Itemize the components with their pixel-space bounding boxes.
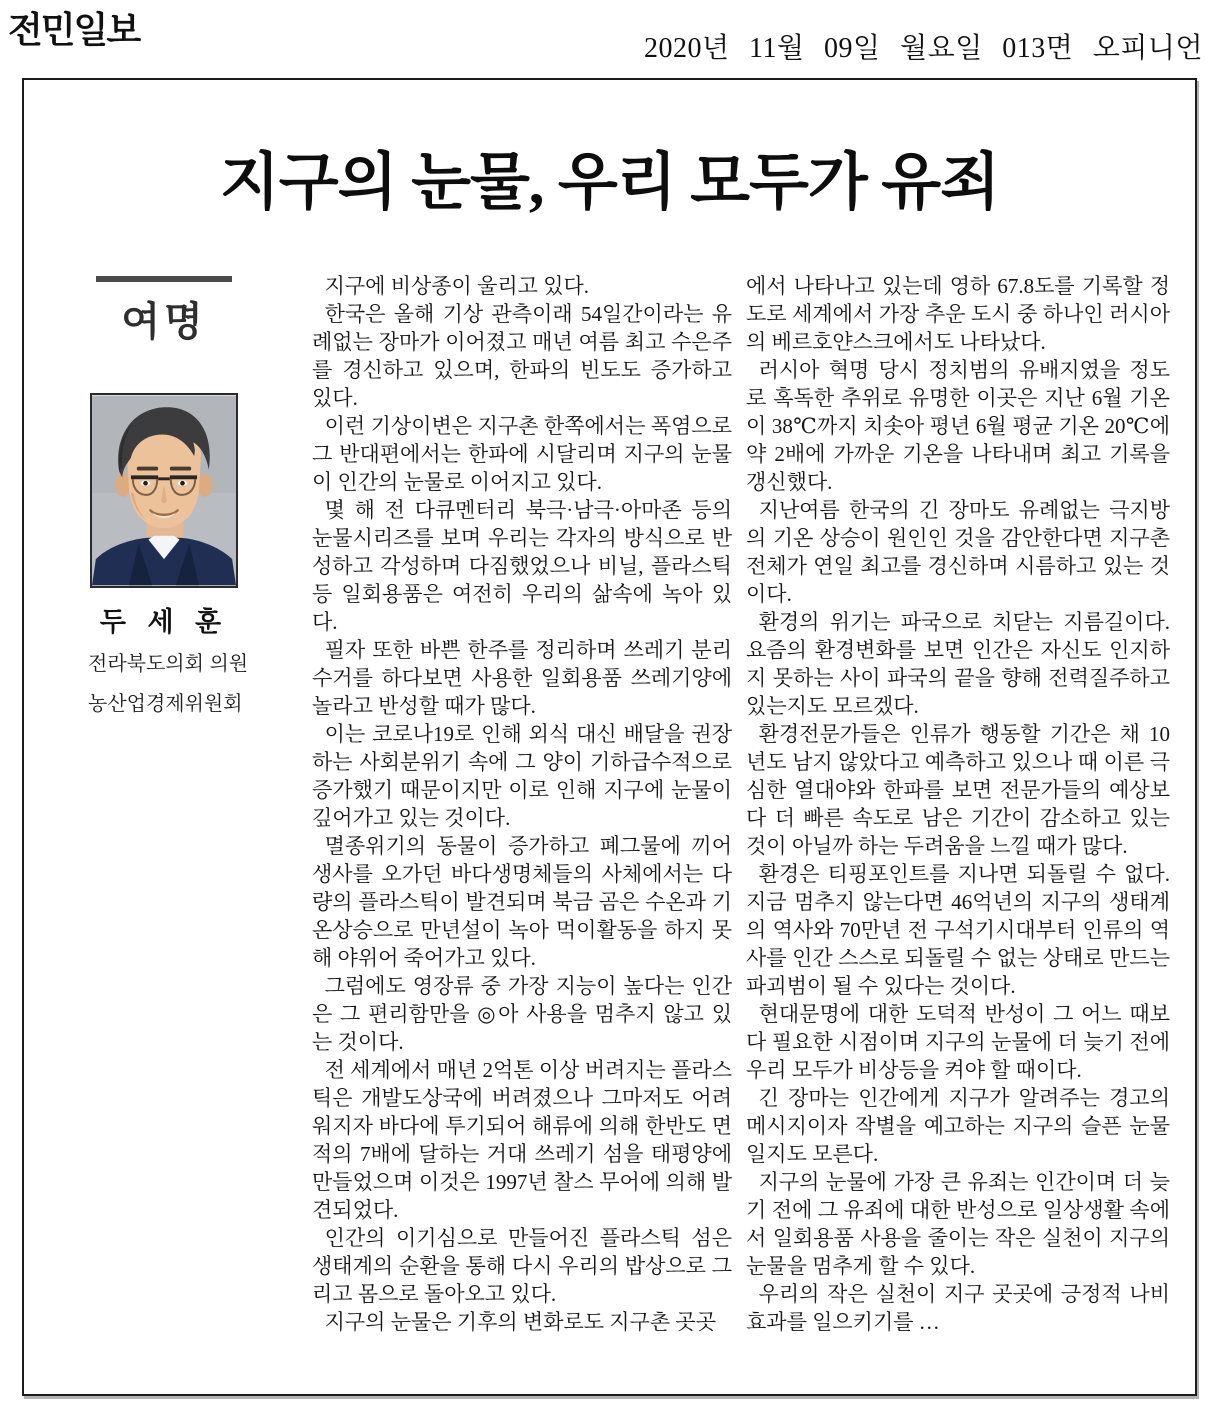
article-paragraph: 환경전문가들은 인류가 행동할 기간은 채 10년도 남지 않았다고 예측하고 있으나 때 이른 극심한 열대야와 한파를 보면 전문가들의 예상보다 더 빠른 속도로 남은 기간이 감소하고 있는 것이 아닐까 하는 두려움을 느낄 때가 많다. [746,722,1170,858]
article-paragraph: 필자 또한 바쁜 한주를 정리하며 쓰레기 분리수거를 하다보면 사용한 일회용품 쓰레기양에 놀라고 반성할 때가 많다. [312,638,732,718]
article-paragraph: 환경은 티핑포인트를 지나면 되돌릴 수 없다. 지금 멈추지 않는다면 46억년의 지구의 생태계의 역사와 70만년 전 구석기시대부터 인류의 역사를 인간 스스로 되돌릴 수 없는 상태로 만드는 파괴범이 될 수 있다는 것이다. [746,862,1170,998]
author-portrait-photo [90,393,238,588]
article-paragraph: 우리의 작은 실천이 지구 곳곳에 긍정적 나비효과를 일으키기를 … [746,1282,1170,1334]
article-paragraph: 전 세계에서 매년 2억톤 이상 버려지는 플라스틱은 개발도상국에 버려졌으나 그마저도 어려워지자 바다에 투기되어 해류에 의해 한반도 면적의 7배에 달하는 거대 쓰레기 섬을 태평양에 만들었으며 이것은 1997년 찰스 무어에 의해 발견되었다. [312,1058,732,1222]
article-paragraph: 지구의 눈물은 기후의 변화로도 지구촌 곳곳 [324,1310,716,1334]
author-role-line-2: 농산업경제위원회 [88,693,243,715]
article-paragraph: 지구에 비상종이 울리고 있다. [324,274,590,298]
article-paragraph: 현대문명에 대한 도덕적 반성이 그 어느 때보다 필요한 시점이며 지구의 눈물에 더 늦기 전에 우리 모두가 비상등을 켜야 할 때이다. [746,1002,1170,1082]
edition-dateline: 2020년 11월 09일 월요일 013면 오피니언 [644,33,1203,64]
author-name: 두 세 훈 [99,607,229,637]
article-paragraph: 그럼에도 영장류 중 가장 지능이 높다는 인간은 그 편리함만을 ◎아 사용을 멈추지 않고 있는 것이다. [312,974,732,1054]
article-column-1 [312,272,732,1336]
article-title: 지구의 눈물, 우리 모두가 유죄 [219,149,1000,217]
article-paragraph: 지구의 눈물에 가장 큰 유죄는 인간이며 더 늦기 전에 그 유죄에 대한 반성으로 일상생활 속에서 일회용품 사용을 줄이는 작은 실천이 지구의 눈물을 멈추게 할 수 있다. [746,1170,1170,1278]
column-rule-divider [96,276,232,282]
article-paragraph: 에서 나타나고 있는데 영하 67.8도를 기록할 정도로 세계에서 가장 추운 도시 중 하나인 러시아의 베르호얀스크에서도 나타났다. [746,274,1170,354]
article-paragraph: 한국은 올해 기상 관측이래 54일간이라는 유례없는 장마가 이어졌고 매년 여름 최고 수은주를 경신하고 있으며, 한파의 빈도도 증가하고 있다. [312,302,732,410]
article-paragraph: 지난여름 한국의 긴 장마도 유례없는 극지방의 기온 상승이 원인인 것을 감안한다면 지구촌 전체가 연일 최고를 경신하며 시름하고 있는 것이다. [746,498,1170,606]
article-paragraph: 이는 코로나19로 인해 외식 대신 배달을 권장하는 사회분위기 속에 그 양이 기하급수적으로 증가했기 때문이지만 이로 인해 지구에 눈물이 깊어가고 있는 것이다. [312,722,732,830]
article-paragraph: 환경의 위기는 파국으로 치닫는 지름길이다. 요즘의 환경변화를 보면 인간은 자신도 인지하지 못하는 사이 파국의 끝을 향해 전력질주하고 있는지도 모르겠다. [746,610,1170,718]
author-sidebar [88,276,249,719]
article-paragraph: 멸종위기의 동물이 증가하고 폐그물에 끼어 생사를 오가던 바다생명체들의 사체에서는 다량의 플라스틱이 발견되며 북금 곰은 수온과 기온상승으로 만년설이 녹아 먹이활동을 하지 못해 야위어 죽어가고 있다. [312,834,732,970]
newspaper-masthead: 전민일보 [8,9,140,50]
article-frame [22,78,1197,1396]
article-paragraph: 긴 장마는 인간에게 지구가 알려주는 경고의 메시지이자 작별을 예고하는 지구의 슬픈 눈물일지도 모른다. [746,1086,1170,1166]
article-column-2 [746,272,1170,1336]
column-series-name: 여명 [121,300,207,344]
article-paragraph: 이런 기상이변은 지구촌 한쪽에서는 폭염으로 그 반대편에서는 한파에 시달리며 지구의 눈물이 인간의 눈물로 이어지고 있다. [312,414,732,494]
author-role-line-1: 전라북도의회 의원 [88,653,249,675]
article-paragraph: 인간의 이기심으로 만들어진 플라스틱 섬은 생태계의 순환을 통해 다시 우리의 밥상으로 그리고 몸으로 돌아오고 있다. [312,1226,732,1306]
article-paragraph: 러시아 혁명 당시 정치범의 유배지였을 정도로 혹독한 추위로 유명한 이곳은 지난 6월 기온이 38℃까지 치솟아 평년 6월 평균 기온 20℃에 약 2배에 가까운 기온을 나타내며 최고 기록을 갱신했다. [746,358,1170,494]
article-paragraph: 몇 해 전 다큐멘터리 북극·남극·아마존 등의 눈물시리즈를 보며 우리는 각자의 방식으로 반성하고 각성하며 다짐했었으나 비닐, 플라스틱 등 일회용품은 여전히 우리의 삶속에 녹아 있다. [312,498,732,634]
